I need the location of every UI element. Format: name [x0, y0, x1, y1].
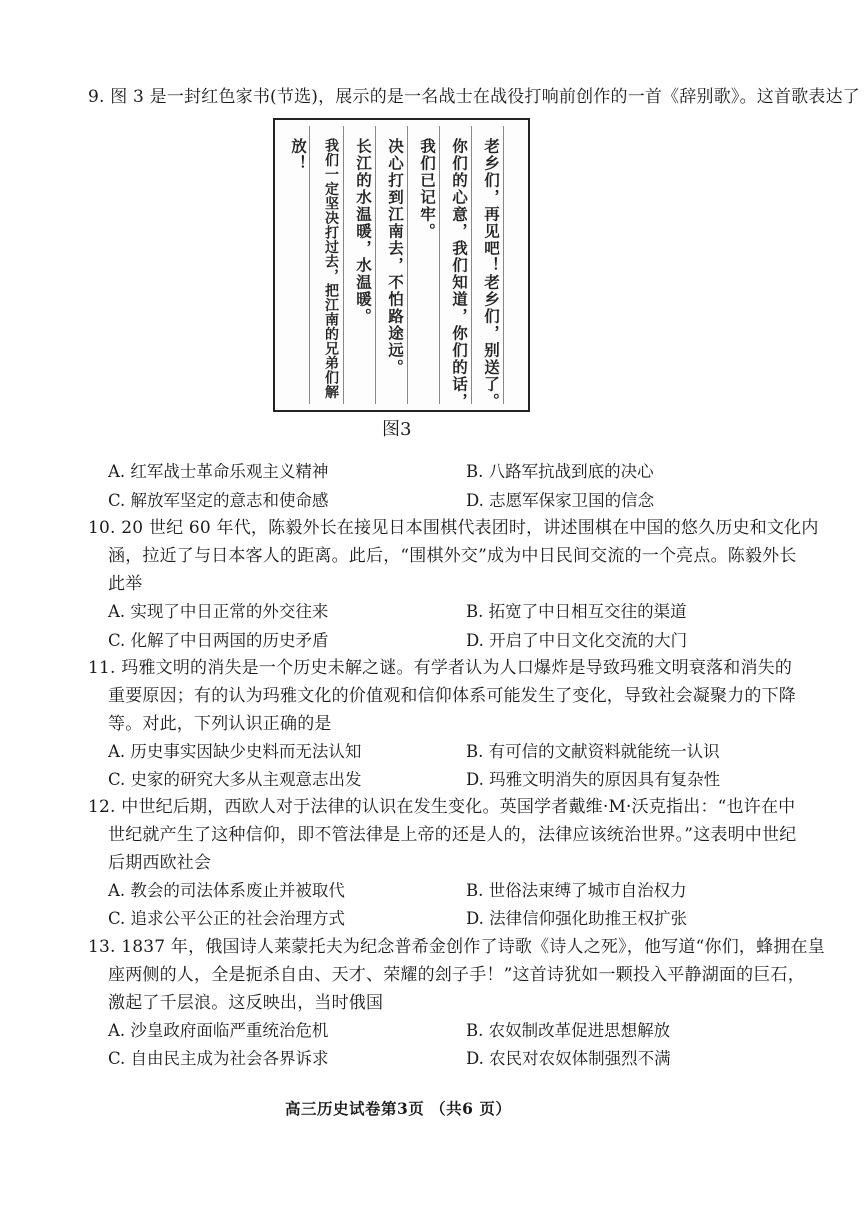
- q9-option-d[interactable]: D. 志愿军保家卫国的信念: [466, 491, 655, 510]
- q13-stem-line1: 13. 1837 年，俄国诗人莱蒙托夫为纪念普希金创作了诗歌《诗人之死》，他写道“你们，蜂拥在皇: [88, 937, 825, 957]
- q11-option-b[interactable]: B. 有可信的文献资料就能统一认识: [466, 742, 720, 761]
- letter-column: 我们一定坚决打过去，把江南的兄弟们解: [323, 138, 339, 399]
- q12-stem-line1: 12. 中世纪后期，西欧人对于法律的认识在发生变化。英国学者戴维·M·沃克指出：“也许在中: [88, 797, 796, 817]
- column-rule: [375, 126, 376, 404]
- q11-option-c[interactable]: C. 史家的研究大多从主观意志出发: [108, 770, 362, 789]
- letter-figure: [273, 118, 530, 412]
- q10-stem-line3: 此举: [108, 574, 143, 594]
- q11-option-d[interactable]: D. 玛雅文明消失的原因具有复杂性: [466, 770, 721, 789]
- q11-stem-line3: 等。对此，下列认识正确的是: [108, 714, 332, 734]
- q10-option-c[interactable]: C. 化解了中日两国的历史矛盾: [108, 631, 329, 650]
- q13-option-c[interactable]: C. 自由民主成为社会各界诉求: [108, 1049, 329, 1068]
- q12-option-c[interactable]: C. 追求公平公正的社会治理方式: [108, 909, 346, 928]
- q12-option-a[interactable]: A. 教会的司法体系废止并被取代: [108, 881, 345, 900]
- letter-column: 老乡们，再见吧！老乡们，别送了。: [482, 138, 500, 410]
- q9-option-c[interactable]: C. 解放军坚定的意志和使命感: [108, 491, 329, 510]
- letter-column: 决心打到江南去，不怕路途远。: [386, 138, 404, 376]
- column-rule: [439, 126, 440, 404]
- q10-stem-line2: 涵，拉近了与日本客人的距离。此后，“围棋外交”成为中日民间交流的一个亮点。陈毅外长: [108, 546, 797, 566]
- column-rule: [407, 126, 408, 404]
- q10-stem-line1: 10. 20 世纪 60 年代，陈毅外长在接见日本围棋代表团时，讲述围棋在中国的悠久历史和文化内: [88, 518, 819, 538]
- column-rule: [503, 126, 504, 404]
- q12-option-b[interactable]: B. 世俗法束缚了城市自治权力: [466, 881, 687, 900]
- q9-option-b[interactable]: B. 八路军抗战到底的决心: [466, 462, 654, 481]
- column-rule: [343, 126, 344, 404]
- q13-option-b[interactable]: B. 农奴制改革促进思想解放: [466, 1021, 671, 1040]
- q13-stem-line2: 座两侧的人，全是扼杀自由、天才、荣耀的刽子手！”这首诗犹如一颗投入平静湖面的巨石，: [108, 965, 805, 985]
- page-footer: 高三历史试卷第3页 （共6 页）: [285, 1099, 512, 1118]
- q10-option-d[interactable]: D. 开启了中日文化交流的大门: [466, 631, 688, 650]
- q11-option-a[interactable]: A. 历史事实因缺少史料而无法认知: [108, 742, 362, 761]
- q12-option-d[interactable]: D. 法律信仰强化助推王权扩张: [466, 909, 688, 928]
- q11-stem-line2: 重要原因；有的认为玛雅文化的价值观和信仰体系可能发生了变化，导致社会凝聚力的下降: [108, 686, 796, 706]
- letter-column: 你们的心意，我们知道，你们的话，: [450, 138, 468, 410]
- letter-column: 放！: [289, 138, 307, 172]
- q12-stem-line3: 后期西欧社会: [108, 853, 212, 873]
- q13-stem-line3: 激起了千层浪。这反映出，当时俄国: [108, 993, 384, 1013]
- column-rule: [309, 126, 310, 404]
- q11-stem-line1: 11. 玛雅文明的消失是一个历史未解之谜。有学者认为人口爆炸是导致玛雅文明衰落和消失的: [88, 658, 793, 678]
- column-rule: [471, 126, 472, 404]
- letter-column: 长江的水温暖，水温暖。: [354, 138, 372, 325]
- q13-option-a[interactable]: A. 沙皇政府面临严重统治危机: [108, 1021, 329, 1040]
- q9-stem-line1: 9. 图 3 是一封红色家书(节选)，展示的是一名战士在战役打响前创作的一首《辞别歌》。这首歌表达了: [88, 87, 861, 107]
- figure-caption: 图3: [382, 419, 412, 440]
- q10-option-b[interactable]: B. 拓宽了中日相互交往的渠道: [466, 602, 687, 621]
- q12-stem-line2: 世纪就产生了这种信仰，即不管法律是上帝的还是人的，法律应该统治世界。”这表明中世纪: [108, 825, 797, 845]
- letter-column: 我们已记牢。: [418, 138, 436, 240]
- q13-option-d[interactable]: D. 农民对农奴体制强烈不满: [466, 1049, 671, 1068]
- q10-option-a[interactable]: A. 实现了中日正常的外交往来: [108, 602, 329, 621]
- q9-option-a[interactable]: A. 红军战士革命乐观主义精神: [108, 462, 329, 481]
